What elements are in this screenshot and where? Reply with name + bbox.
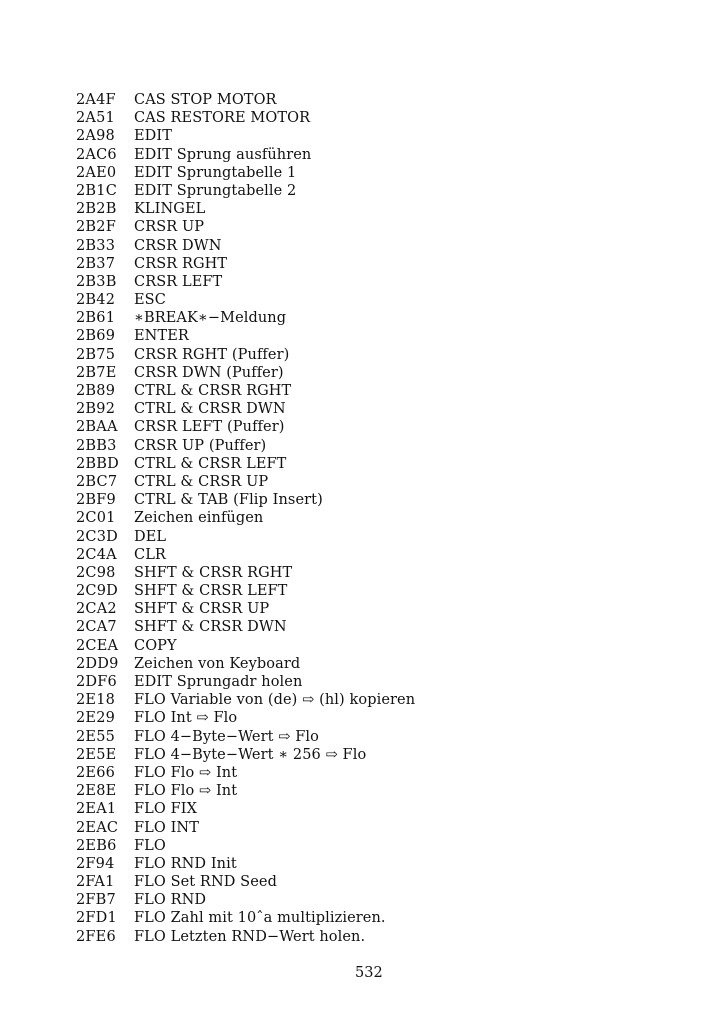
entry-address: 2B37	[76, 255, 116, 272]
entry-description: FLO 4−Byte−Wert ∗ 256 ⇨ Flo	[134, 746, 367, 763]
entry-description: SHFT & CRSR LEFT	[134, 583, 288, 600]
entry-description: CAS RESTORE MOTOR	[134, 110, 311, 127]
entry-description: FLO Letzten RND−Wert holen.	[134, 928, 366, 945]
entry-address: 2B2F	[76, 219, 116, 236]
entry-address: 2AC6	[76, 146, 117, 163]
entry-address: 2EAC	[76, 819, 119, 836]
listing-row	[76, 346, 676, 364]
listing-row	[76, 182, 676, 200]
entry-address: 2B7E	[76, 364, 117, 381]
entry-description: EDIT Sprung ausführen	[134, 146, 312, 163]
listing-row	[76, 91, 676, 109]
listing-row	[76, 855, 676, 873]
listing-row	[76, 909, 676, 927]
entry-address: 2DD9	[76, 655, 119, 672]
entry-description: SHFT & CRSR RGHT	[134, 564, 293, 581]
entry-description: FLO RND Init	[134, 855, 237, 872]
entry-address: 2C01	[76, 510, 116, 527]
listing-row	[76, 582, 676, 600]
entry-description: SHFT & CRSR UP	[134, 601, 270, 618]
entry-address: 2EA1	[76, 801, 117, 818]
listing-row	[76, 637, 676, 655]
entry-address: 2C9D	[76, 583, 118, 600]
listing-row	[76, 473, 676, 491]
entry-address: 2B3B	[76, 273, 117, 290]
entry-description: COPY	[134, 637, 177, 654]
entry-address: 2B89	[76, 383, 116, 399]
entry-description: CTRL & TAB (Flip Insert)	[134, 492, 323, 509]
listing-row	[76, 491, 676, 509]
entry-address: 2E8E	[76, 783, 117, 800]
entry-address: 2B33	[76, 237, 116, 254]
entry-description: EDIT Sprungtabelle 1	[134, 164, 297, 181]
entry-description: CTRL & CRSR LEFT	[134, 455, 287, 472]
listing-row	[76, 309, 676, 327]
listing-row	[76, 928, 676, 946]
entry-description: ENTER	[134, 328, 189, 345]
listing-row	[76, 455, 676, 473]
listing-row	[76, 800, 676, 818]
entry-description: FLO RND	[134, 892, 207, 909]
entry-description: CAS STOP MOTOR	[134, 92, 277, 108]
entry-address: 2B2B	[76, 201, 117, 218]
listing-row	[76, 400, 676, 418]
listing-row	[76, 600, 676, 618]
entry-description: CRSR LEFT	[134, 273, 223, 290]
entry-address: 2B42	[76, 292, 116, 309]
entry-description: CRSR RGHT	[134, 255, 228, 272]
entry-address: 2B61	[76, 310, 116, 327]
entry-address: 2CEA	[76, 637, 119, 654]
listing-row	[76, 819, 676, 837]
listing-row	[76, 382, 676, 400]
listing-row	[76, 746, 676, 764]
entry-description: EDIT Sprungadr holen	[134, 674, 303, 690]
address-listing	[76, 91, 676, 946]
entry-description: FLO Flo ⇨ Int	[134, 783, 238, 800]
listing-row	[76, 691, 676, 709]
entry-description: EDIT Sprungtabelle 2	[134, 182, 297, 199]
entry-description: FLO 4−Byte−Wert ⇨ Flo	[134, 728, 319, 745]
entry-description: FLO Set RND Seed	[134, 874, 277, 891]
listing-row	[76, 237, 676, 255]
entry-description: KLINGEL	[134, 201, 206, 218]
entry-address: 2E29	[76, 710, 116, 727]
entry-address: 2FD1	[76, 910, 117, 927]
listing-row	[76, 200, 676, 218]
listing-row	[76, 546, 676, 564]
entry-address: 2CA7	[76, 619, 117, 636]
listing-row	[76, 109, 676, 127]
listing-row	[76, 127, 676, 145]
listing-row	[76, 255, 676, 273]
listing-row	[76, 873, 676, 891]
entry-address: 2EB6	[76, 837, 117, 854]
entry-address: 2A98	[76, 128, 115, 145]
entry-address: 2BAA	[76, 419, 118, 436]
entry-description: CRSR DWN	[134, 237, 222, 254]
entry-address: 2B92	[76, 401, 116, 418]
entry-address: 2E18	[76, 692, 116, 709]
listing-row	[76, 273, 676, 291]
entry-address: 2A4F	[76, 92, 116, 108]
entry-description: FLO Zahl mit 10ˆa multiplizieren.	[134, 910, 386, 927]
entry-description: FLO INT	[134, 819, 199, 836]
entry-description: FLO Variable von (de) ⇨ (hl) kopieren	[134, 692, 416, 709]
listing-row	[76, 509, 676, 527]
entry-description: Zeichen von Keyboard	[134, 655, 301, 672]
entry-address: 2CA2	[76, 601, 117, 618]
listing-row	[76, 437, 676, 455]
listing-row	[76, 564, 676, 582]
entry-address: 2A51	[76, 110, 115, 127]
entry-address: 2B75	[76, 346, 116, 363]
entry-description: CRSR UP	[134, 219, 205, 236]
entry-description: CTRL & CRSR RGHT	[134, 383, 292, 399]
entry-address: 2BC7	[76, 473, 118, 490]
listing-row	[76, 764, 676, 782]
entry-description: CTRL & CRSR DWN	[134, 401, 286, 418]
entry-description: CRSR UP (Puffer)	[134, 437, 267, 454]
entry-address: 2E5E	[76, 746, 117, 763]
listing-row	[76, 891, 676, 909]
entry-address: 2C98	[76, 564, 116, 581]
listing-row	[76, 618, 676, 636]
listing-row	[76, 528, 676, 546]
entry-description: FLO	[134, 837, 166, 854]
entry-address: 2FE6	[76, 928, 116, 945]
listing-row	[76, 291, 676, 309]
entry-address: 2BB3	[76, 437, 117, 454]
entry-address: 2FA1	[76, 874, 115, 891]
entry-description: FLO Int ⇨ Flo	[134, 710, 238, 727]
entry-address: 2FB7	[76, 892, 116, 909]
entry-description: CTRL & CRSR UP	[134, 473, 269, 490]
listing-row	[76, 218, 676, 236]
entry-description: EDIT	[134, 128, 173, 145]
listing-row	[76, 837, 676, 855]
listing-row	[76, 146, 676, 164]
entry-address: 2F94	[76, 855, 115, 872]
listing-row	[76, 418, 676, 436]
entry-address: 2BF9	[76, 492, 116, 509]
listing-row	[76, 709, 676, 727]
listing-row	[76, 364, 676, 382]
entry-description: CRSR LEFT (Puffer)	[134, 419, 285, 436]
listing-row	[76, 782, 676, 800]
entry-address: 2DF6	[76, 674, 117, 690]
entry-description: CLR	[134, 546, 166, 563]
entry-address: 2E66	[76, 764, 116, 781]
entry-description: FLO FIX	[134, 801, 197, 818]
entry-address: 2C4A	[76, 546, 117, 563]
entry-description: CRSR RGHT (Puffer)	[134, 346, 290, 363]
entry-address: 2E55	[76, 728, 116, 745]
entry-description: Zeichen einfügen	[134, 510, 264, 527]
listing-row	[76, 673, 676, 691]
entry-description: DEL	[134, 528, 167, 545]
entry-description: CRSR DWN (Puffer)	[134, 364, 284, 381]
entry-description: ∗BREAK∗−Meldung	[134, 310, 287, 327]
entry-address: 2AE0	[76, 164, 117, 181]
listing-row	[76, 327, 676, 345]
page-number: 532	[355, 965, 383, 981]
entry-address: 2C3D	[76, 528, 118, 545]
entry-address: 2BBD	[76, 455, 119, 472]
entry-description: FLO Flo ⇨ Int	[134, 764, 238, 781]
entry-description: ESC	[134, 292, 166, 309]
entry-address: 2B69	[76, 328, 116, 345]
listing-row	[76, 164, 676, 182]
entry-description: SHFT & CRSR DWN	[134, 619, 287, 636]
listing-row	[76, 655, 676, 673]
entry-address: 2B1C	[76, 182, 118, 199]
listing-row	[76, 728, 676, 746]
